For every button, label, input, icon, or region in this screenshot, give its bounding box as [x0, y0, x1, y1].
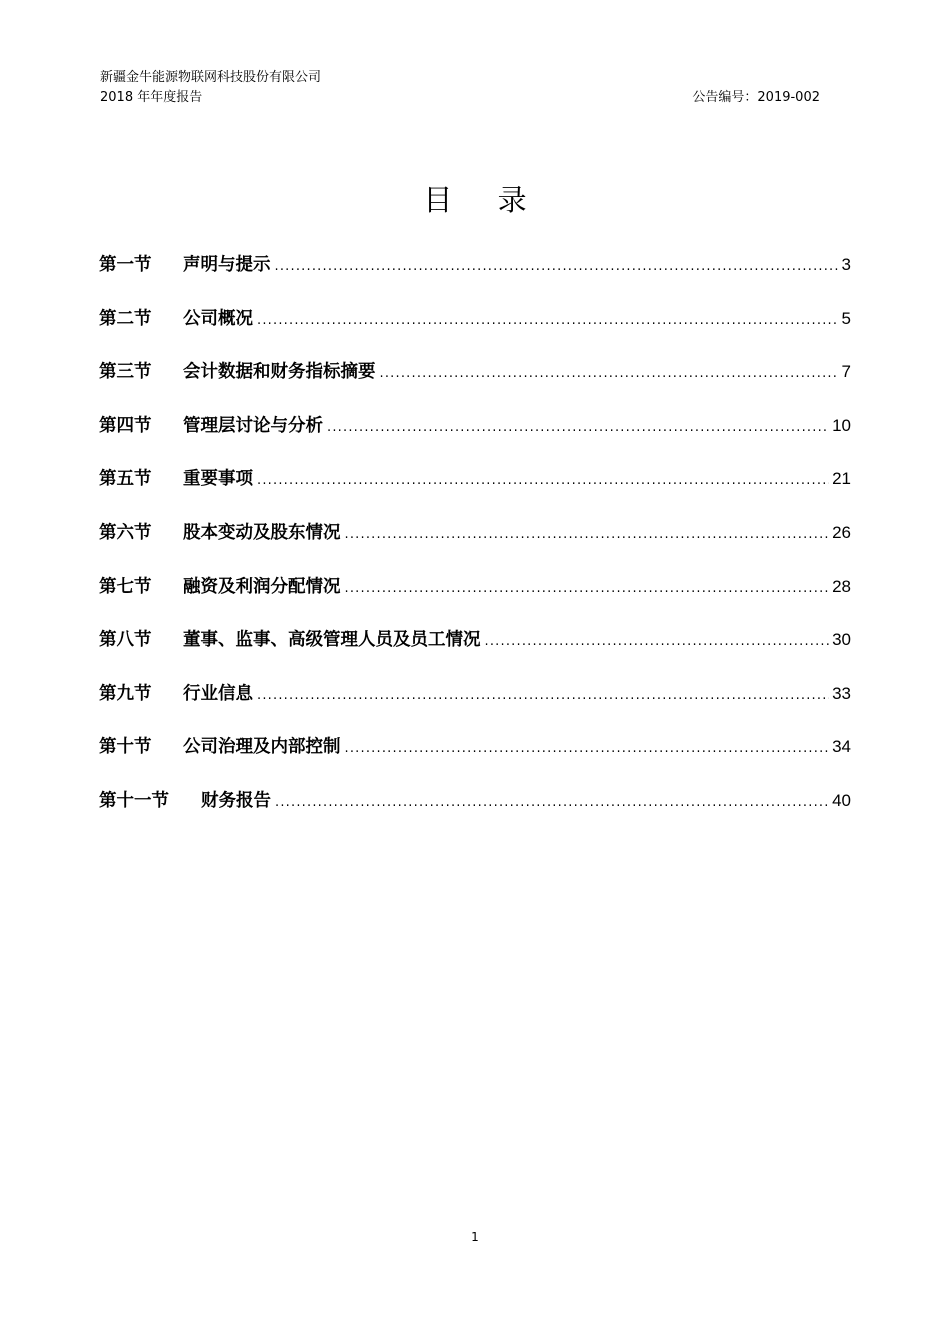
toc-leader-dots [327, 413, 829, 443]
toc-section-number: 第三节 [99, 362, 152, 383]
toc-section-name: 重要事项 [183, 469, 253, 490]
toc-leader-dots [257, 681, 829, 711]
toc-section-number: 第八节 [99, 630, 152, 651]
toc-leader-dots [257, 466, 829, 496]
toc-page-number: 28 [832, 576, 851, 596]
page-header [100, 68, 820, 108]
toc-entry[interactable] [99, 464, 851, 518]
table-of-contents [99, 250, 851, 840]
toc-section-name: 会计数据和财务指标摘要 [183, 362, 376, 383]
toc-page-number: 21 [832, 469, 851, 489]
toc-entry[interactable] [99, 250, 851, 304]
announcement-number: 公告编号：2019-002 [692, 90, 820, 105]
toc-section-name: 管理层讨论与分析 [183, 415, 323, 436]
toc-section-name: 公司概况 [183, 308, 253, 329]
toc-section-number: 第一节 [99, 255, 152, 275]
toc-section-name: 声明与提示 [183, 255, 271, 275]
toc-leader-dots [345, 734, 830, 764]
header-row [100, 88, 820, 108]
toc-section-name: 财务报告 [201, 790, 271, 811]
toc-section-number: 第九节 [99, 683, 152, 704]
toc-page-number: 26 [832, 522, 851, 542]
toc-page-number: 5 [841, 308, 851, 328]
toc-entry[interactable] [99, 572, 851, 626]
toc-page-number: 40 [832, 790, 851, 810]
toc-entry[interactable] [99, 679, 851, 733]
toc-leader-dots [485, 627, 830, 657]
toc-page-number: 3 [841, 255, 851, 274]
toc-section-name: 公司治理及内部控制 [183, 737, 341, 758]
toc-page-number: 33 [832, 683, 851, 703]
toc-section-name: 股本变动及股东情况 [183, 522, 341, 543]
company-name: 新疆金牛能源物联网科技股份有限公司 [100, 70, 322, 85]
toc-entry[interactable] [99, 411, 851, 465]
toc-page-number: 30 [832, 630, 851, 650]
toc-leader-dots [257, 306, 839, 336]
toc-page-number: 10 [832, 415, 851, 435]
toc-entry[interactable] [99, 786, 851, 840]
toc-entry[interactable] [99, 357, 851, 411]
toc-entry[interactable] [99, 518, 851, 572]
toc-title: 目 录 [423, 183, 545, 217]
report-title: 2018 年年度报告 [100, 90, 203, 105]
toc-section-number: 第四节 [99, 415, 152, 436]
toc-leader-dots [275, 788, 829, 818]
toc-entry[interactable] [99, 304, 851, 358]
toc-leader-dots [275, 252, 839, 282]
toc-page-number: 34 [832, 737, 851, 757]
toc-section-name: 融资及利润分配情况 [183, 576, 341, 597]
toc-leader-dots [345, 520, 830, 550]
toc-section-name: 行业信息 [183, 683, 253, 704]
toc-section-number: 第五节 [99, 469, 152, 490]
toc-entry[interactable] [99, 732, 851, 786]
toc-section-number: 第七节 [99, 576, 152, 597]
toc-leader-dots [380, 359, 839, 389]
toc-section-number: 第二节 [99, 308, 152, 329]
toc-section-number: 第六节 [99, 522, 152, 543]
toc-page-number: 7 [841, 362, 851, 382]
toc-section-number: 第十一节 [99, 790, 169, 811]
page-number: 1 [471, 1230, 479, 1244]
toc-leader-dots [345, 574, 830, 604]
toc-section-name: 董事、监事、高级管理人员及员工情况 [183, 630, 481, 651]
toc-section-number: 第十节 [99, 737, 152, 758]
toc-entry[interactable] [99, 625, 851, 679]
